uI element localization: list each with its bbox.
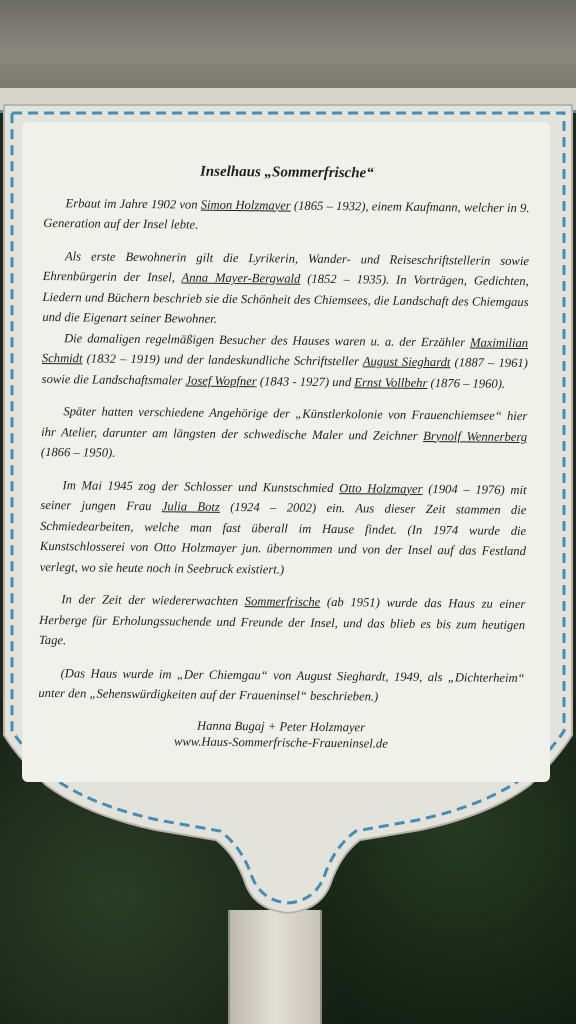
- website-text: www.Haus-Sommerfrische-Fraueninsel.de: [173, 733, 388, 751]
- person-name: Maximilian Schmidt: [41, 334, 529, 366]
- sign-title: Inselhaus „Sommerfrische“: [199, 163, 374, 182]
- text: Später hatten verschiedene Angehörige der „Künstlerkolonie von Frauenchiemsee“ hier ihr Atelier, darunter am längsten der schwedische Maler und Zeichner: [41, 404, 528, 443]
- text: (1924 – 2002) ein. Aus dieser Zeit stammen die Schmiedearbeiten, welche man fast überall im Hause findet. (In 1974 wurde die Kunstschlosserei von Otto Holzmayer jun. übernommen und von der Insel auf das Festland verlegt, wo sie heute noch in Seebruck existiert.): [39, 499, 527, 577]
- text: (1865 – 1932), einem Kaufmann, welcher in 9. Generation auf der Insel lebte.: [43, 198, 530, 232]
- person-name: Otto Holzmayer: [339, 480, 423, 496]
- text: (1887 – 1961) sowie die Landschaftsmaler: [41, 355, 528, 387]
- signature-names: Hanna Bugaj + Peter Holzmayer: [197, 718, 366, 734]
- text: Im Mai 1945 zog der Schlosser und Kunstschmied: [62, 477, 340, 495]
- signature-block: [38, 715, 524, 752]
- text: (1852 – 1935). In Vorträgen, Gedichten, Liedern und Büchern beschrieb sie die Schönheit des Chiemsees, die Landschaft des Chiemgaus und die Eigenart seiner Bewohner.: [42, 271, 529, 326]
- text: (1904 – 1976) mit seiner jungen Frau: [40, 481, 527, 514]
- paragraph-artists: [41, 401, 528, 468]
- person-name: Julia Botz: [161, 499, 220, 514]
- person-name: August Sieghardt: [362, 354, 451, 370]
- sign-post: [228, 910, 322, 1024]
- person-name: Anna Mayer-Bergwald: [181, 270, 301, 286]
- paragraph-built: [43, 192, 529, 238]
- roof: [0, 0, 576, 92]
- paragraph-sommerfrische: [39, 589, 526, 656]
- text: (1843 - 1927) und: [256, 373, 355, 389]
- text: In der Zeit der wiedererwachten: [61, 592, 245, 609]
- text: (1876 – 1960).: [427, 375, 506, 391]
- person-name: Ernst Vollbehr: [354, 374, 428, 390]
- sign-text: [38, 160, 530, 753]
- text: Erbaut im Jahre 1902 von: [65, 195, 201, 212]
- person-name: Brynolf Wennerberg: [423, 428, 528, 444]
- paragraph-first-resident: [42, 245, 529, 332]
- person-name: Josef Wopfner: [185, 372, 257, 388]
- paragraph-quote: (Das Haus wurde im „Der Chiemgau“ von August Sieghardt, 1949, als „Dichterheim“ unter den „Sehenswürdigkeiten auf der Fraueninsel“ beschrieben.): [38, 665, 525, 704]
- text: (ab 1951) wurde das Haus zu einer Herberge für Erholungssuchende und Freunde der Insel, und das blieb es bis zum heutigen Tage.: [38, 594, 526, 648]
- term: Sommerfrische: [244, 594, 321, 609]
- text: (1832 – 1919) und der landeskundliche Schriftsteller: [82, 351, 363, 369]
- text: Als erste Bewohnerin gilt die Lyrikerin, Wander- und Reiseschriftstellerin sowie Ehrenbürgerin der Insel,: [42, 248, 530, 285]
- person-name: Simon Holzmayer: [200, 197, 291, 213]
- paragraph-smith: [40, 474, 527, 582]
- text: (1866 – 1950).: [40, 444, 116, 460]
- text: Die damaligen regelmäßigen Besucher des Hauses waren u. a. der Erzähler: [64, 330, 471, 349]
- paragraph-visitors: [42, 327, 529, 394]
